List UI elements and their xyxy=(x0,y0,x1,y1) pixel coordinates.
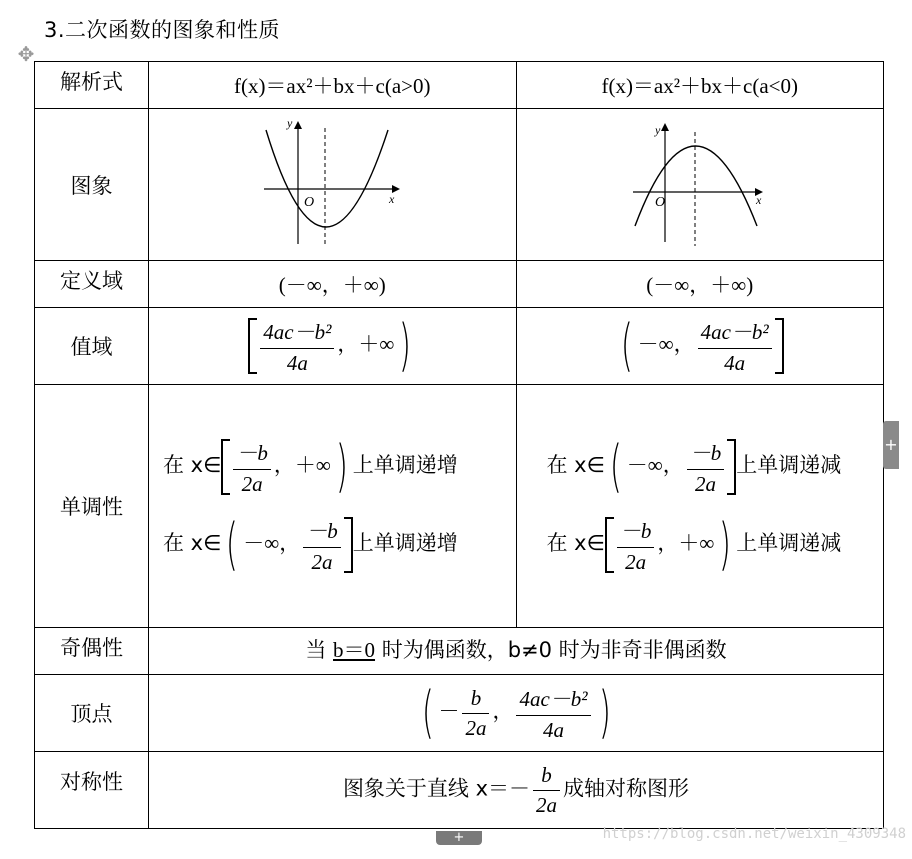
parity-post: 时为偶函数，b≠0 时为非奇非偶函数 xyxy=(375,638,727,662)
paren-right: ) xyxy=(719,512,732,577)
monotonic-text: 上单调递减 xyxy=(736,452,842,477)
range-label: 值域 xyxy=(35,308,149,385)
origin-label: O xyxy=(304,194,315,210)
domain-label: 定义域 xyxy=(35,261,149,308)
symmetry-pre: 图象关于直线 x＝－ xyxy=(342,775,531,800)
monotonic-text: 上单调递减 xyxy=(736,530,842,555)
paren-left: ( xyxy=(609,434,622,499)
header-a-negative: f(x)＝ax²＋bx＋c(a<0) xyxy=(516,62,884,109)
range-numerator: 4ac－b² xyxy=(698,316,772,349)
section-heading: 3.二次函数的图象和性质 xyxy=(44,18,281,42)
table-row-monotonicity xyxy=(35,385,884,628)
bracket-right xyxy=(775,318,784,374)
upward-parabola-graph xyxy=(252,118,412,252)
vertex-x-fraction xyxy=(687,437,725,497)
bracket-left xyxy=(605,517,614,573)
table-row-range xyxy=(35,308,884,385)
graph-cell-upward xyxy=(149,109,517,261)
table-row-domain xyxy=(35,261,884,308)
interval-start: －∞， xyxy=(626,452,684,477)
fraction-numerator: －b xyxy=(617,515,655,548)
table-row-symmetry xyxy=(35,752,884,829)
parity-pre: 当 xyxy=(305,638,334,662)
fraction-denominator: 4a xyxy=(543,718,564,742)
interval-end: ，＋∞ xyxy=(273,452,331,477)
bracket-left xyxy=(221,439,230,495)
interval-prefix: 在 x∈ xyxy=(163,452,222,477)
parity-value xyxy=(149,628,884,675)
bracket-right xyxy=(727,439,736,495)
interval-prefix: 在 x∈ xyxy=(546,452,605,477)
range-a-positive xyxy=(149,308,517,385)
interval-end: ，＋∞ xyxy=(657,530,715,555)
monotonic-text: 上单调递增 xyxy=(352,452,458,477)
paren-right: ) xyxy=(399,313,412,378)
plus-icon[interactable]: + xyxy=(883,421,899,469)
interval-prefix: 在 x∈ xyxy=(546,530,605,555)
symmetry-post: 成轴对称图形 xyxy=(563,775,690,800)
range-denominator: 4a xyxy=(286,351,308,375)
interval-prefix: 在 x∈ xyxy=(163,530,222,555)
symmetry-value xyxy=(149,752,884,829)
y-axis-label: y xyxy=(654,122,661,137)
interval-start: －∞， xyxy=(243,530,301,555)
origin-label: O xyxy=(654,194,665,210)
graph-cell-downward xyxy=(516,109,884,261)
monotonicity-a-negative xyxy=(516,385,884,628)
decreasing-interval xyxy=(546,434,884,499)
bracket-right xyxy=(344,517,353,573)
watermark: https://blog.csdn.net/weixin_4309348 xyxy=(602,826,906,842)
vertex-y-fraction xyxy=(516,683,590,743)
bracket-left xyxy=(248,318,257,374)
x-axis-label: x xyxy=(389,191,395,206)
parity-label: 奇偶性 xyxy=(35,628,149,675)
monotonicity-label: 单调性 xyxy=(35,385,149,628)
fraction-denominator: 2a xyxy=(241,472,263,496)
vertex-value: ( － $\frac{b}{2a}$ ， $\frac{\text{4ac－b²}}{4a}$ ) xyxy=(149,675,884,752)
monotonic-text: 上单调递增 xyxy=(352,530,458,555)
vertex-x-fraction xyxy=(233,437,271,497)
fraction-numerator: －b xyxy=(687,437,725,470)
domain-a-positive: (－∞，＋∞) xyxy=(149,261,517,308)
range-fraction xyxy=(698,316,772,376)
paren-left: ( xyxy=(226,512,239,577)
table-row-vertex xyxy=(35,675,884,752)
range-tail: ，＋∞ xyxy=(337,331,395,356)
table-row-graph xyxy=(35,109,884,261)
paren-left: ( xyxy=(620,313,633,378)
fraction-numerator: －b xyxy=(303,515,341,548)
paren-right: ) xyxy=(598,680,611,745)
fraction-numerator: b xyxy=(462,686,489,714)
x-axis-label: x xyxy=(755,192,762,207)
fraction-denominator: 2a xyxy=(465,715,487,740)
range-numerator: 4ac－b² xyxy=(260,316,334,349)
increasing-interval xyxy=(163,434,516,499)
paren-right: ) xyxy=(335,434,348,499)
fraction-numerator: 4ac－b² xyxy=(516,683,590,716)
fraction-numerator: －b xyxy=(233,437,271,470)
quadratic-properties-table xyxy=(34,61,884,829)
paren-left: ( xyxy=(421,680,434,745)
vertex-x-fraction xyxy=(303,515,341,575)
table-row-header xyxy=(35,62,884,109)
increasing-interval xyxy=(546,512,884,577)
header-a-positive: f(x)＝ax²＋bx＋c(a>0) xyxy=(149,62,517,109)
vertex-x-fraction xyxy=(617,515,655,575)
monotonicity-a-positive xyxy=(149,385,517,628)
parity-condition: b＝0 xyxy=(333,638,376,662)
symmetry-label: 对称性 xyxy=(35,752,149,829)
range-denominator: 4a xyxy=(724,351,746,375)
graph-label: 图象 xyxy=(35,109,149,261)
fraction-denominator: 2a xyxy=(536,792,558,817)
range-fraction xyxy=(260,316,334,376)
decreasing-interval xyxy=(163,512,516,577)
axis-fraction xyxy=(533,763,560,818)
fraction-numerator: b xyxy=(533,763,560,791)
move-icon[interactable]: ✥ xyxy=(17,42,35,66)
vertex-x-fraction xyxy=(462,686,489,741)
fraction-denominator: 2a xyxy=(695,472,716,496)
header-label: 解析式 xyxy=(35,62,149,109)
plus-icon[interactable]: + xyxy=(436,831,482,845)
domain-a-negative: (－∞，＋∞) xyxy=(516,261,884,308)
table-row-parity xyxy=(35,628,884,675)
range-a-negative xyxy=(516,308,884,385)
vertex-label: 顶点 xyxy=(35,675,149,752)
downward-parabola-graph xyxy=(625,118,775,252)
fraction-denominator: 2a xyxy=(311,550,333,574)
fraction-denominator: 2a xyxy=(625,550,647,574)
range-head: －∞， xyxy=(637,331,695,356)
y-axis-label: y xyxy=(287,117,293,130)
